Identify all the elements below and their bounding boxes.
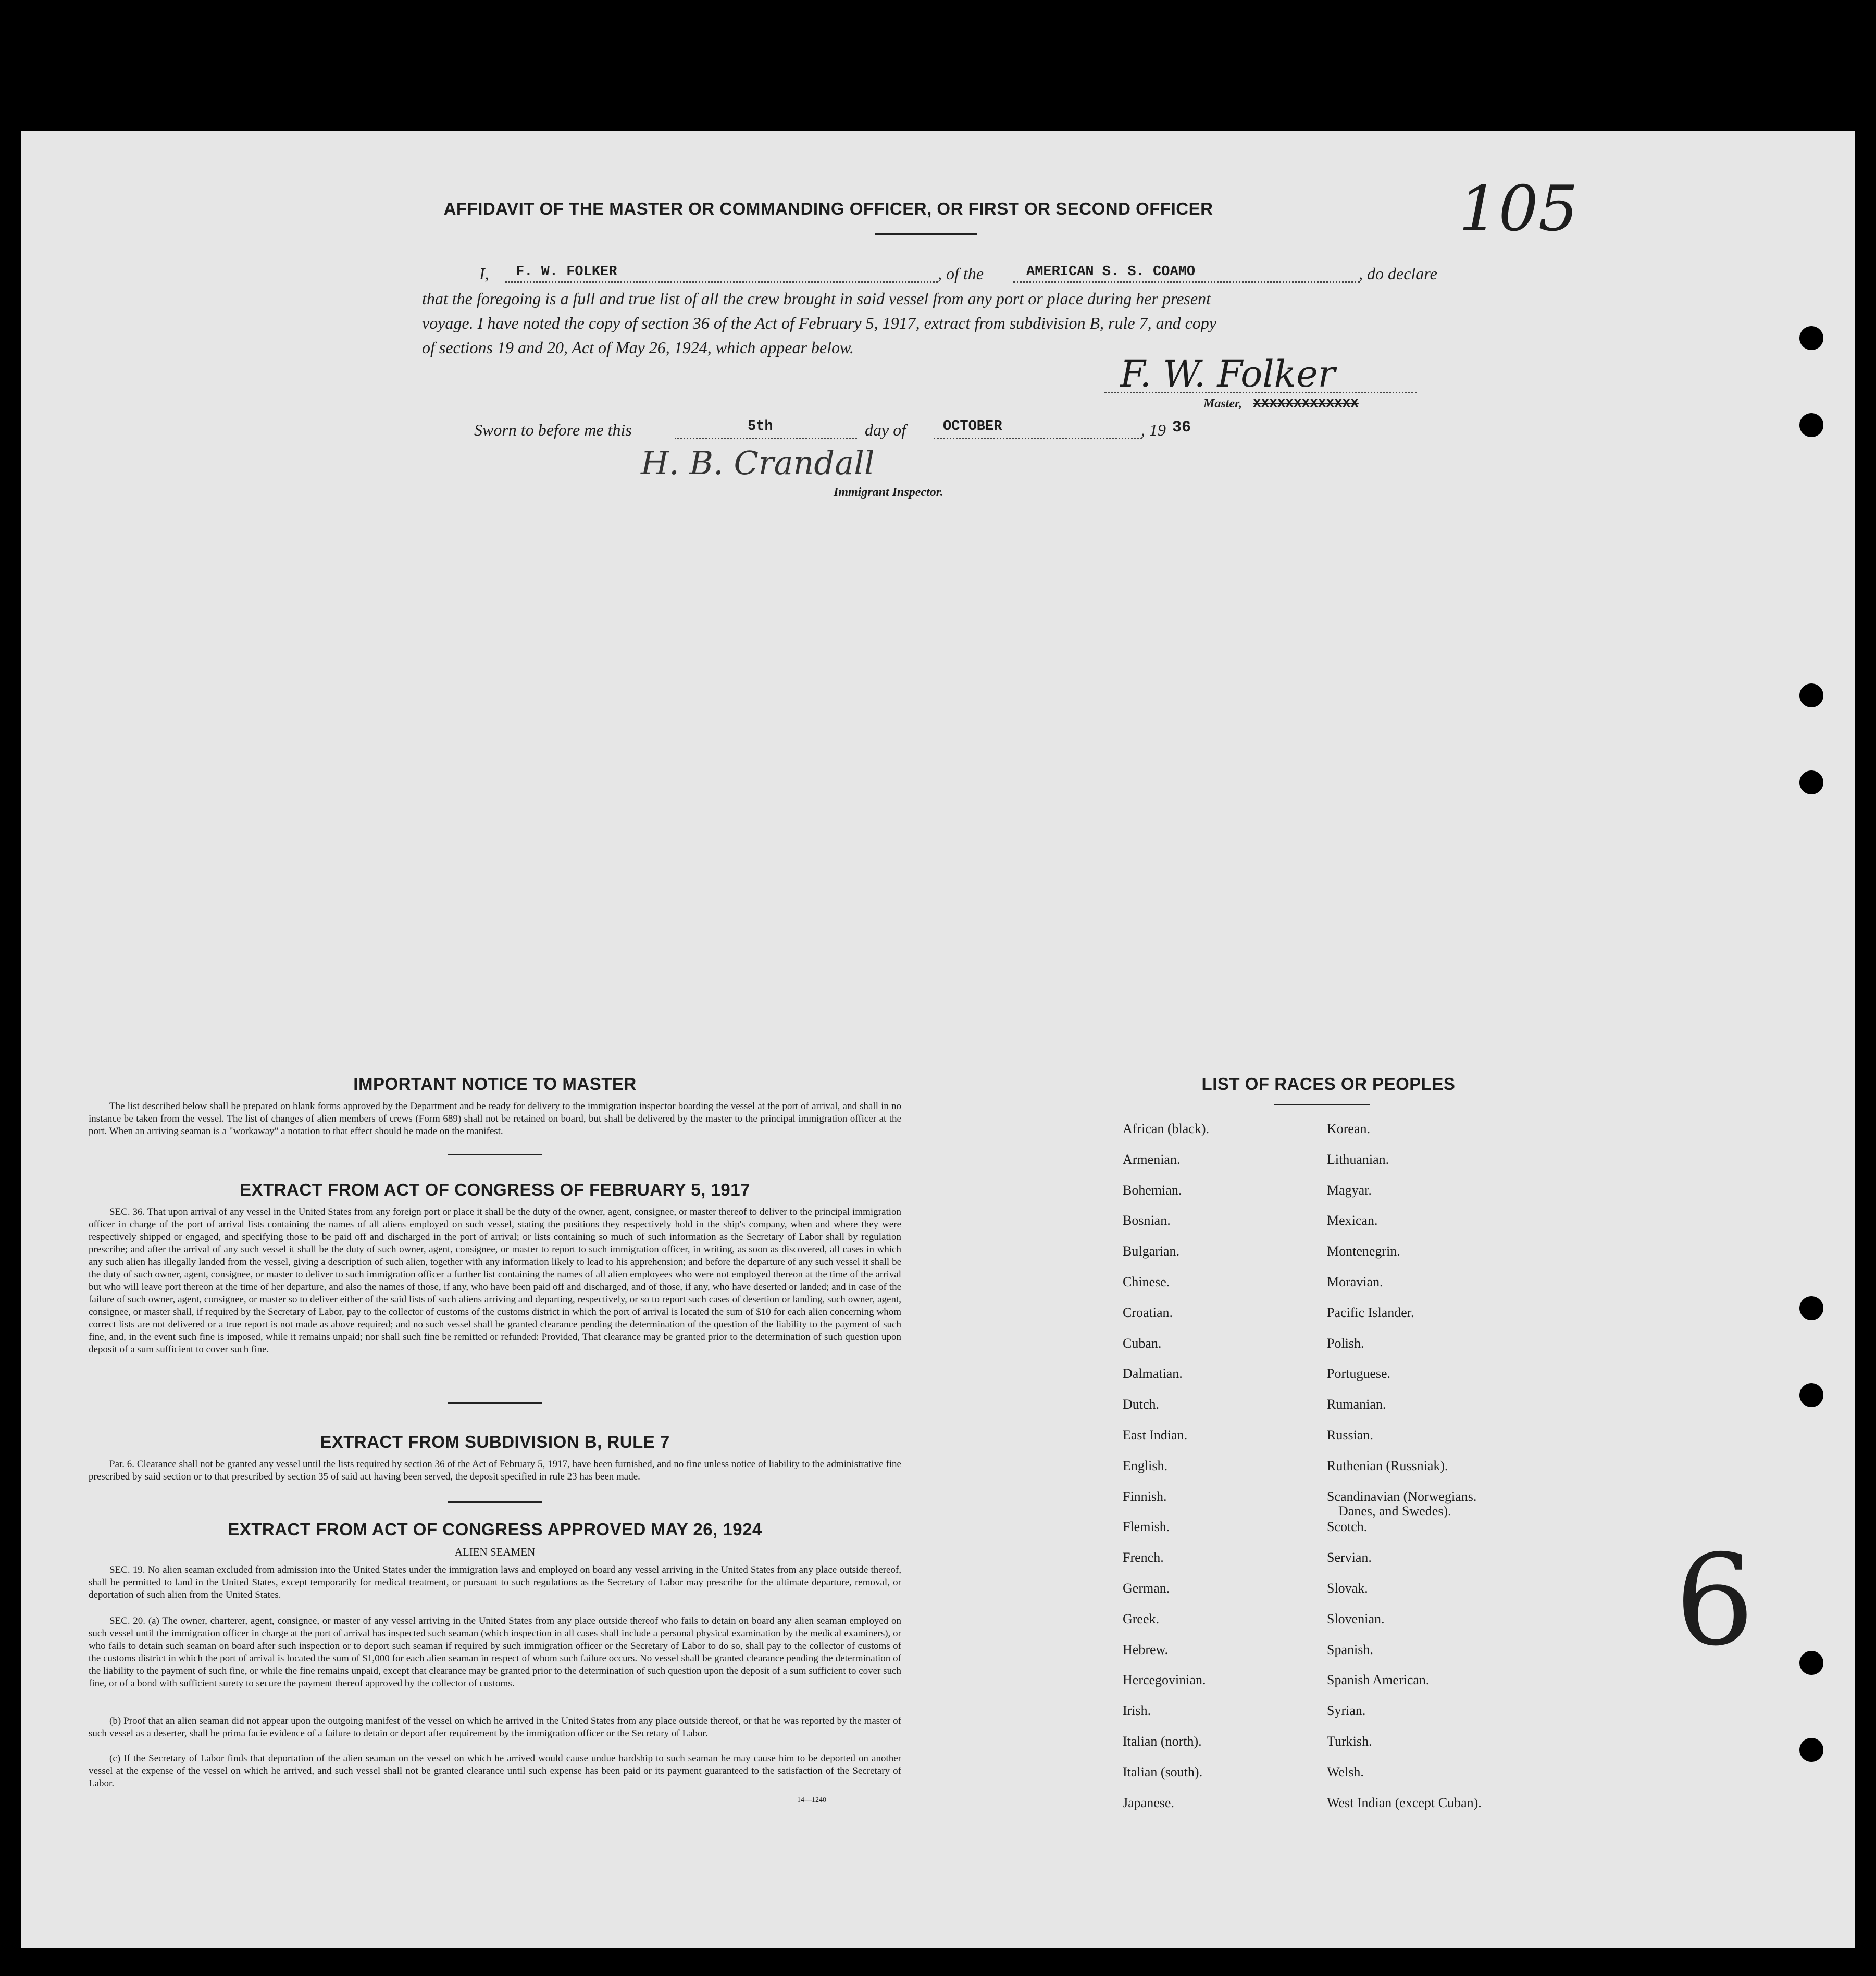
race-item: Korean. [1327,1121,1371,1136]
do-declare-label: , do declare [1359,264,1437,283]
binder-hole [1799,1651,1823,1675]
sec20c-text: (c) If the Secretary of Labor finds that deportation of the alien seaman on the vessel on which he arrived would cause undue hardship to such seaman he may cause him to be deported on another vessel at the expense of the vessel on which he arrived, and such vessel shall not be granted clearance until such expense has been paid or its payment guaranteed to the satisfaction of the Secretary of Labor. [89,1753,901,1789]
officer-name-blank [505,281,938,283]
race-item: Dutch. [1123,1397,1160,1412]
sworn-day[interactable]: 5th [748,419,773,434]
race-item: Scandinavian (Norwegians. [1327,1488,1477,1504]
race-item: Hercegovinian. [1123,1672,1206,1688]
race-item: East Indian. [1123,1427,1188,1443]
race-item: Magyar. [1327,1182,1372,1198]
vessel-name-blank [1013,281,1360,283]
race-item: Croatian. [1123,1304,1173,1320]
affidavit-line-4: of sections 19 and 20, Act of May 26, 1924, which appear below. [422,338,854,357]
affidavit-line-2: that the foregoing is a full and true list of all the crew brought in said vessel from any port or place during her present [422,289,1211,308]
race-item: Mexican. [1327,1213,1378,1228]
race-item: Flemish. [1123,1519,1170,1535]
race-item: Bulgarian. [1123,1244,1180,1259]
rule7-text: Par. 6. Clearance shall not be granted any vessel until the lists required by section 36 of the Act of February 5, 1917, have been furnished, and no fine unless notice of liability to the administrative fine prescribed by said section or to that prescribed by section 35 of said act having been served, the deposit specified in rule 23 has been made. [89,1459,901,1482]
struck-title: XXXXXXXXXXXXX [1253,396,1359,412]
race-item: Greek. [1123,1611,1160,1626]
race-item: Hebrew. [1123,1642,1169,1657]
master-signature: F. W. Folker [1120,353,1335,395]
race-item: Spanish. [1327,1642,1373,1657]
notice-title: IMPORTANT NOTICE TO MASTER [353,1074,637,1093]
master-label: Master, [1203,397,1243,411]
form-number: 14—1240 [797,1796,826,1804]
inspector-signature: H. B. Crandall [641,444,875,482]
race-item: Moravian. [1327,1274,1383,1289]
sworn-prefix: Sworn to before me this [474,420,632,439]
race-item-continuation: Danes, and Swedes). [1338,1503,1451,1519]
race-item: Cuban. [1123,1335,1162,1351]
race-item: German. [1123,1581,1170,1596]
affidavit-line-3: voyage. I have noted the copy of section 36 of the Act of February 5, 1917, extract from subdivision B, rule 7, and copy [422,314,1216,332]
race-item: Scotch. [1327,1519,1368,1535]
race-item: Ruthenian (Russniak). [1327,1458,1448,1473]
binder-hole [1799,1738,1823,1762]
race-item: Slovak. [1327,1581,1368,1596]
race-item: Spanish American. [1327,1672,1430,1688]
race-item: Rumanian. [1327,1397,1386,1412]
races-divider [1274,1104,1370,1105]
document-page [21,131,1855,1948]
sec20a-text: SEC. 20. (a) The owner, charterer, agent, consignee, or master of any vessel arriving in the United States from any place outside thereof who fails to detain on board any alien seaman employed on such vessel until the immigration officer in charge at the port of arrival has inspected such seaman (which inspection in all cases shall include a personal physical examination by the medical examiners), or who fails to detain such seaman on board after such inspection or to deport such seaman if required by such immigration officer or the Secretary of Labor to do so, shall pay to the collector of customs of the customs district in which the port of arrival is located the sum of $1,000 for each alien seaman in respect of whom such failure occurs. No vessel shall be granted clearance pending the determination of the liability to the payment of such fine, or while the fine remains unpaid, except that clearance may be granted prior to the determination of such question upon the deposit of a sum sufficient to cover such fine, or of a bond with sufficient surety to secure the payment thereof approved by the collector of customs. [89,1615,901,1689]
signature-line [1104,392,1417,393]
sec19-text: SEC. 19. No alien seaman excluded from admission into the United States under the immigration laws and employed on board any vessel arriving in the United States from any place outside thereof, shall be permitted to land in the United States, except temporarily for medical treatment, or pursuant to such regulations as the Secretary of Labor may prescribe for the ultimate departure, removal, or deportation of such alien from the United States. [89,1564,901,1600]
title-divider [875,233,977,235]
races-title: LIST OF RACES OR PEOPLES [1201,1074,1456,1093]
race-item: Irish. [1123,1703,1151,1719]
race-item: Servian. [1327,1550,1372,1565]
race-item: Slovenian. [1327,1611,1385,1626]
race-item: Portuguese. [1327,1366,1391,1382]
race-item: Turkish. [1327,1734,1372,1749]
handwritten-page-number: 105 [1459,173,1579,245]
notice-text: The list described below shall be prepared on blank forms approved by the Department and be ready for delivery to the immigration inspector boarding the vessel at the port of arrival, and shall in no instance be taken from the vessel. The list of changes of alien members of crews (Form 689) shall not be retained on board, but shall be delivered by the master to the principal immigration officer at the port. When an arriving seaman is a "workaway" a notation to that effect should be made on the manifest. [89,1101,901,1137]
race-item: Welsh. [1327,1764,1364,1780]
race-item: Finnish. [1123,1488,1167,1504]
day-of-label: day of [865,420,906,439]
extract-1917-divider [448,1402,542,1404]
race-item: Italian (north). [1123,1734,1202,1749]
binder-hole [1799,1296,1823,1320]
inspector-label: Immigrant Inspector. [834,486,943,499]
year-suffix[interactable]: 36 [1172,419,1191,437]
race-item: West Indian (except Cuban). [1327,1795,1482,1810]
binder-hole [1799,326,1823,350]
officer-name[interactable]: F. W. FOLKER [516,264,617,280]
affidavit-pronoun: I, [479,264,489,283]
race-item: Pacific Islander. [1327,1304,1414,1320]
sworn-day-blank [675,438,857,439]
race-item: Armenian. [1123,1151,1181,1167]
rule7-divider [448,1501,542,1503]
race-item: Lithuanian. [1327,1151,1389,1167]
extract-1917-title: EXTRACT FROM ACT OF CONGRESS OF FEBRUARY 5, 1917 [240,1180,750,1199]
race-item: Bosnian. [1123,1213,1171,1228]
race-item: French. [1123,1550,1164,1565]
race-item: Dalmatian. [1123,1366,1183,1382]
sworn-month-blank [934,438,1142,439]
rule7-title: EXTRACT FROM SUBDIVISION B, RULE 7 [320,1432,670,1451]
year-prefix: , 19 [1141,420,1166,439]
vessel-name[interactable]: AMERICAN S. S. COAMO [1026,264,1196,280]
race-item: Italian (south). [1123,1764,1203,1780]
race-item: Polish. [1327,1335,1364,1351]
of-the-label: , of the [938,264,984,283]
sworn-month[interactable]: OCTOBER [943,419,1002,434]
race-item: Chinese. [1123,1274,1170,1289]
binder-hole [1799,413,1823,437]
race-item: Russian. [1327,1427,1373,1443]
affidavit-title: AFFIDAVIT OF THE MASTER OR COMMANDING OFFICER, OR FIRST OR SECOND OFFICER [443,199,1213,218]
bleed-through-text [500,512,508,548]
extract-1924-subtitle: ALIEN SEAMEN [454,1546,536,1558]
handwritten-margin-note: 6 [1675,1527,1755,1673]
race-item: Bohemian. [1123,1182,1182,1198]
extract-1917-text: SEC. 36. That upon arrival of any vessel in the United States from any foreign port or place it shall be the duty of the owner, agent, consignee, or master thereof to deliver to the principal immigration officer in charge of the port of arrival lists containing the names of all aliens employed on such vessel, stating the positions they respectively hold in the ship's company, when and where they were respectively shipped or engaged, and specifying those to be paid off and discharged in the port of arrival; or lists containing so much of such information as the Secretary of Labor shall by regulation prescribe; and after the arrival of any such vessel it shall be the duty of such owner, agent, consignee, or master to report to such immigration officer, in writing, as soon as discovered, all cases in which any such alien has illegally landed from the vessel, giving a description of such alien, together with any information likely to lead to his apprehension; and before the departure of any such vessel it shall be the duty of such owner, agent, consignee, or master to deliver to such immigration officer a further list containing the names of all alien employees who were not employed thereon at the time of the arrival but who will leave port thereon at the time of her departure, and also the names of those, if any, who have been paid off and discharged, and of those, if any, who have deserted or landed; and in case of the failure of such owner, agent, consignee, or master so to deliver either of the said lists of such aliens arriving and departing, respectively, or so to report such cases of desertion or landing, such owner, agent, consignee, or master shall, if required by the Secretary of Labor, pay to the collector of customs of the customs district in which the port of arrival is located the sum of $10 for each alien concerning whom correct lists are not delivered or a true report is not made as above required; and no such vessel shall be granted clearance pending the determination of the question of the liability to the payment of such fine, and, in the event such fine is imposed, while it remains unpaid; nor shall such fine be remitted or refunded: Provided, That clearance may be granted prior to the determination of such question upon deposit of a sum sufficient to cover such fine. [89,1207,901,1355]
race-item: Montenegrin. [1327,1244,1400,1259]
race-item: Japanese. [1123,1795,1174,1810]
extract-1924-title: EXTRACT FROM ACT OF CONGRESS APPROVED MAY 26, 1924 [228,1520,762,1539]
race-item: African (black). [1123,1121,1210,1136]
binder-hole [1799,1383,1823,1407]
binder-hole [1799,683,1823,707]
notice-divider [448,1154,542,1155]
binder-hole [1799,770,1823,794]
sec20b-text: (b) Proof that an alien seaman did not appear upon the outgoing manifest of the vessel on which he arrived in the United States from any place outside thereof, or that he was reported by the master of such vessel as a deserter, shall be prima facie evidence of a failure to detain or deport after requirement by the immigration officer or the Secretary of Labor. [89,1716,901,1739]
race-item: English. [1123,1458,1167,1473]
race-item: Syrian. [1327,1703,1366,1719]
